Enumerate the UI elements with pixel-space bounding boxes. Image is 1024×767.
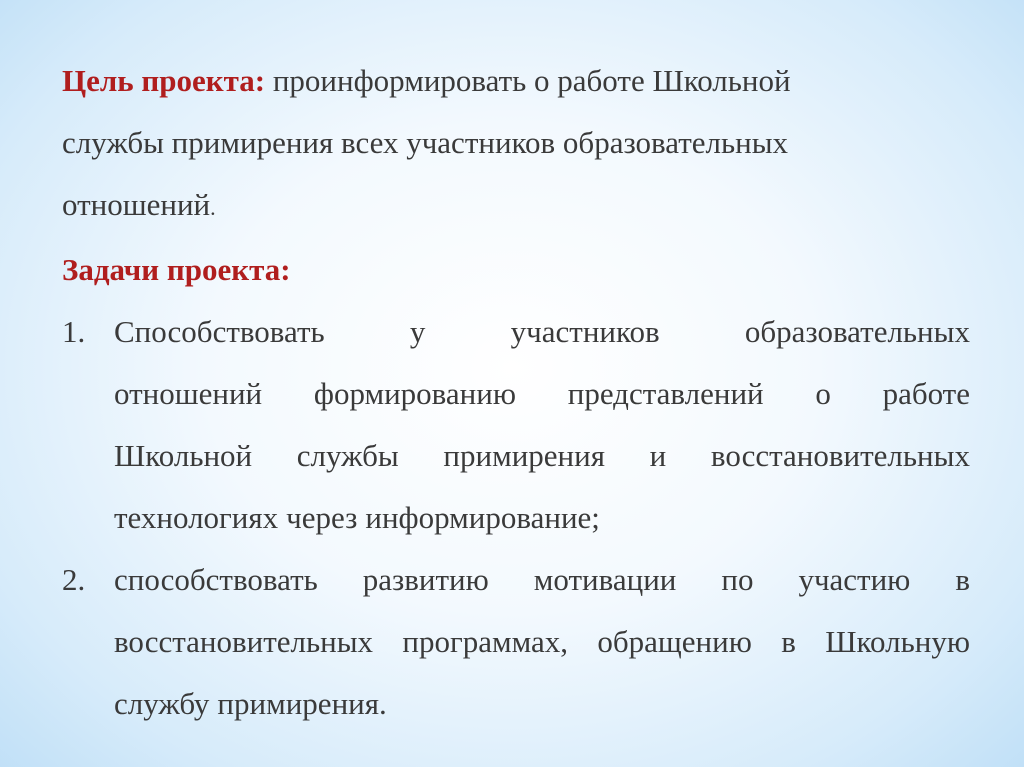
- goal-line-3: [62, 174, 970, 239]
- task-word: восстановительных: [710, 438, 970, 473]
- task-word: примирения: [443, 438, 605, 473]
- task-word: способствовать: [114, 562, 318, 597]
- task-word: участников: [510, 314, 660, 349]
- task-line: [114, 549, 970, 611]
- goal-text-1: проинформировать о работе Школьной: [272, 63, 791, 98]
- task-line: [114, 487, 970, 549]
- task-word: и: [649, 438, 667, 473]
- task-list: [62, 301, 970, 735]
- task-word: примирения.: [217, 686, 387, 721]
- goal-label: Цель проекта:: [62, 63, 266, 98]
- task-word: Способствовать: [114, 314, 325, 349]
- task-line: [114, 673, 970, 735]
- task-line: [114, 611, 970, 673]
- task-word: у: [409, 314, 426, 349]
- task-word: участию: [798, 562, 911, 597]
- tasks-label: Задачи проекта:: [62, 252, 291, 287]
- goal-text-3: отношений: [62, 187, 211, 222]
- task-word: в: [955, 562, 970, 597]
- task-word: технологиях: [114, 500, 279, 535]
- task-word: Школьную: [825, 624, 970, 659]
- task-word: службу: [114, 686, 210, 721]
- task-word: информирование;: [365, 500, 600, 535]
- task-line: [114, 425, 970, 487]
- task-word: образовательных: [744, 314, 970, 349]
- goal-line-2: службы примирения всех участников образовательных: [62, 125, 789, 160]
- slide-content: [62, 50, 970, 735]
- task-word: представлений: [567, 376, 764, 411]
- task-word: по: [721, 562, 754, 597]
- task-number: 1.: [62, 314, 86, 349]
- task-word: о: [815, 376, 831, 411]
- task-item: [62, 549, 970, 735]
- task-word: Школьной: [114, 438, 253, 473]
- task-number: 2.: [62, 562, 86, 597]
- task-item: [62, 301, 970, 549]
- task-word: восстановительных: [114, 624, 374, 659]
- task-line: [114, 363, 970, 425]
- task-word: через: [286, 500, 358, 535]
- tasks-heading: [62, 239, 970, 301]
- task-word: формированию: [313, 376, 517, 411]
- goal-line-1: [62, 50, 970, 112]
- task-word: обращению: [597, 624, 752, 659]
- goal-period: .: [210, 195, 216, 220]
- task-line: [114, 301, 970, 363]
- task-word: отношений: [114, 376, 263, 411]
- task-word: мотивации: [533, 562, 677, 597]
- task-word: работе: [882, 376, 970, 411]
- task-word: программах,: [402, 624, 569, 659]
- task-word: службы: [296, 438, 399, 473]
- task-word: развитию: [362, 562, 489, 597]
- task-word: в: [781, 624, 796, 659]
